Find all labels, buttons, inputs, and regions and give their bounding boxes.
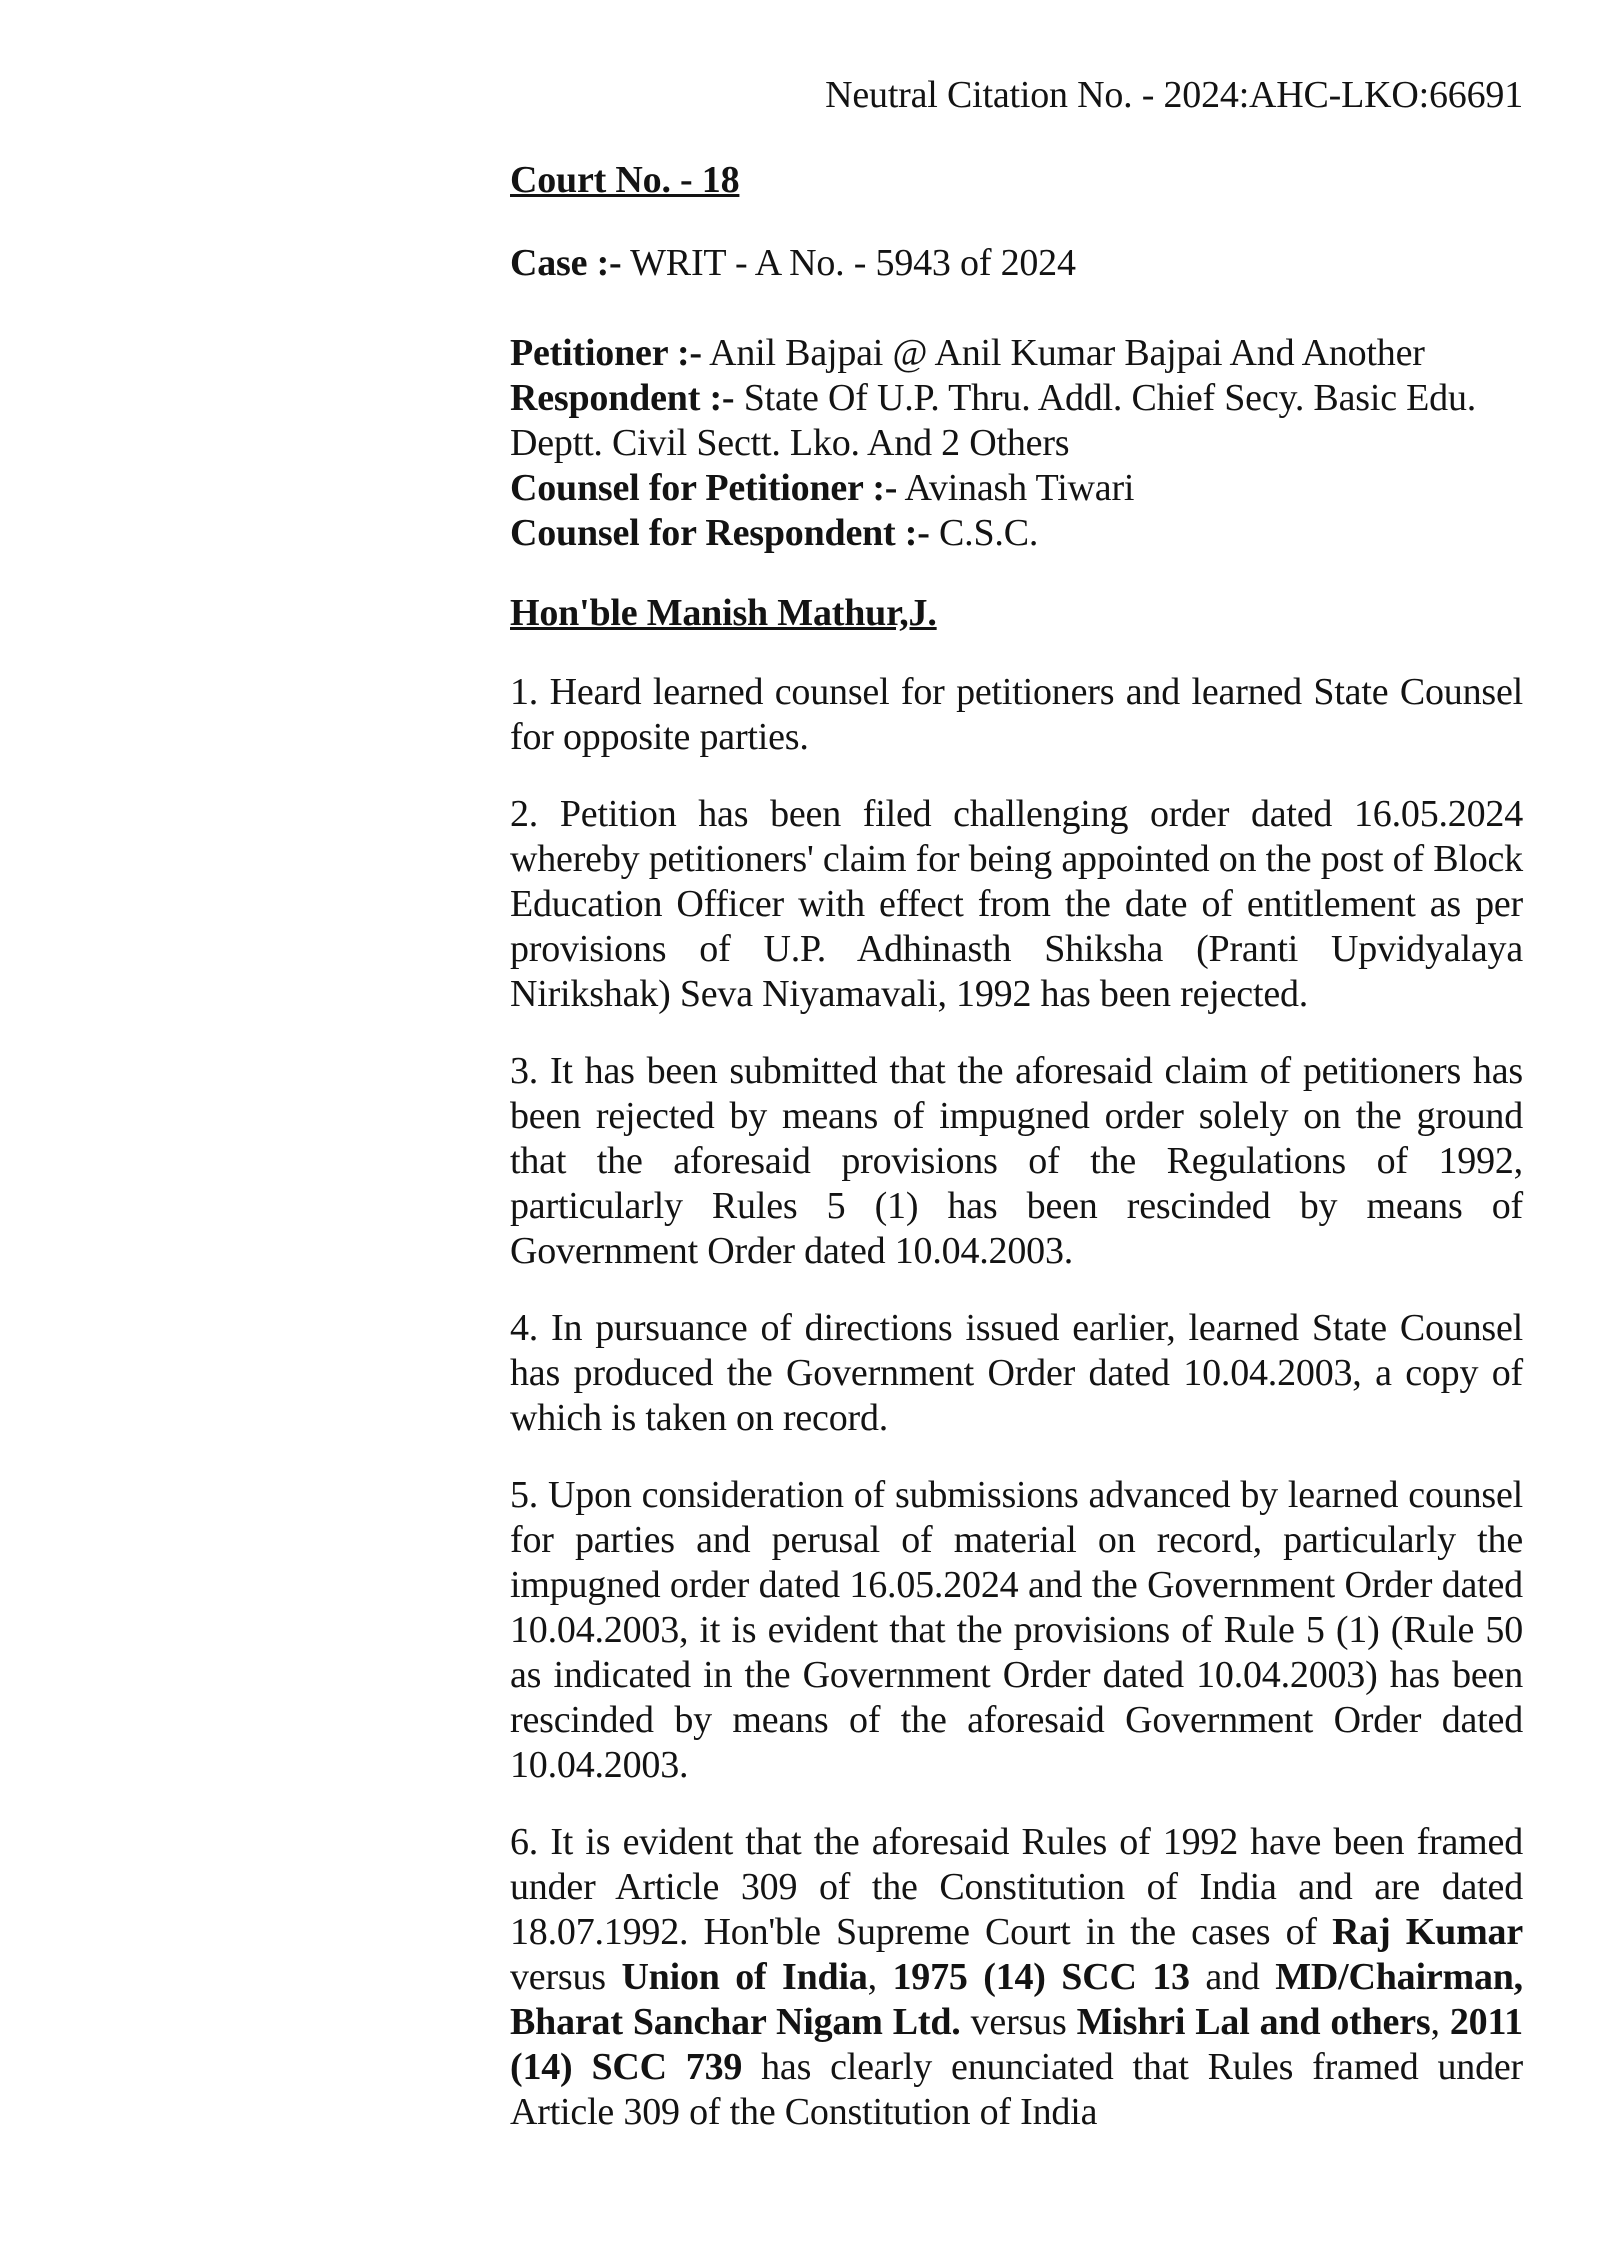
order-paragraph-4: 4. In pursuance of directions issued earlier, learned State Counsel has produced the Government Order dated 10.04.2003, a copy of which is taken on record. xyxy=(510,1307,1523,1439)
order-paragraph-3: 3. It has been submitted that the aforesaid claim of petitioners has been rejected by means of impugned order solely on the ground that the aforesaid provisions of the Regulations of 1992, particularly Rules 5 (1) has been rescinded by means of Government Order dated 10.04.2003. xyxy=(510,1050,1523,1272)
court-number-heading: Court No. - 18 xyxy=(510,159,740,201)
petitioner-line xyxy=(510,331,1523,376)
case-line xyxy=(510,241,1523,286)
respondent-value: State Of U.P. Thru. Addl. Chief Secy. Basic Edu. Deptt. Civil Sectt. Lko. And 2 Others xyxy=(510,377,1477,464)
counsel-respondent-label: Counsel for Respondent :- xyxy=(510,512,930,554)
order-paragraph-1: 1. Heard learned counsel for petitioners and learned State Counsel for opposite parties. xyxy=(510,671,1523,758)
order-paragraph-2: 2. Petition has been filed challenging order dated 16.05.2024 whereby petitioners' claim for being appointed on the post of Block Education Officer with effect from the date of entitlement as per provisions of U.P. Adhinasth Shiksha (Pranti Upvidyalaya Nirikshak) Seva Niyamavali, 1992 has been rejected. xyxy=(510,793,1523,1015)
respondent-label: Respondent :- xyxy=(510,377,735,419)
judge-heading: Hon'ble Manish Mathur,J. xyxy=(510,592,937,634)
order-paragraph-5: 5. Upon consideration of submissions advanced by learned counsel for parties and perusal of material on record, particularly the impugned order dated 16.05.2024 and the Government Order dated 10.04.2003, it is evident that the provisions of Rule 5 (1) (Rule 50 as indicated in the Government Order dated 10.04.2003) has been rescinded by means of the aforesaid Government Order dated 10.04.2003. xyxy=(510,1474,1523,1786)
counsel-respondent-value: C.S.C. xyxy=(939,512,1039,554)
petitioner-value: Anil Bajpai @ Anil Kumar Bajpai And Another xyxy=(709,332,1425,374)
order-paragraph-6: 6. It is evident that the aforesaid Rules of 1992 have been framed under Article 309 of the Constitution of India and are dated 18.07.1992. Hon'ble Supreme Court in the cases of Raj Kumar versus Union of India, 1975 (14) SCC 13 and MD/Chairman, Bharat Sanchar Nigam Ltd. versus Mishri Lal and others, 2011 (14) SCC 739 has clearly enunciated that Rules framed under Article 309 of the Constitution of India xyxy=(510,1821,1523,2133)
case-label: Case :- xyxy=(510,242,622,284)
parties-block xyxy=(510,331,1523,556)
petitioner-label: Petitioner :- xyxy=(510,332,702,374)
respondent-line xyxy=(510,376,1523,466)
neutral-citation: Neutral Citation No. - 2024:AHC-LKO:66691 xyxy=(825,74,1523,116)
case-value: WRIT - A No. - 5943 of 2024 xyxy=(630,242,1076,284)
counsel-petitioner-label: Counsel for Petitioner :- xyxy=(510,467,898,509)
counsel-petitioner-line xyxy=(510,466,1523,511)
counsel-petitioner-value: Avinash Tiwari xyxy=(904,467,1135,509)
counsel-respondent-line xyxy=(510,511,1523,556)
order-content-column xyxy=(510,0,1523,2135)
